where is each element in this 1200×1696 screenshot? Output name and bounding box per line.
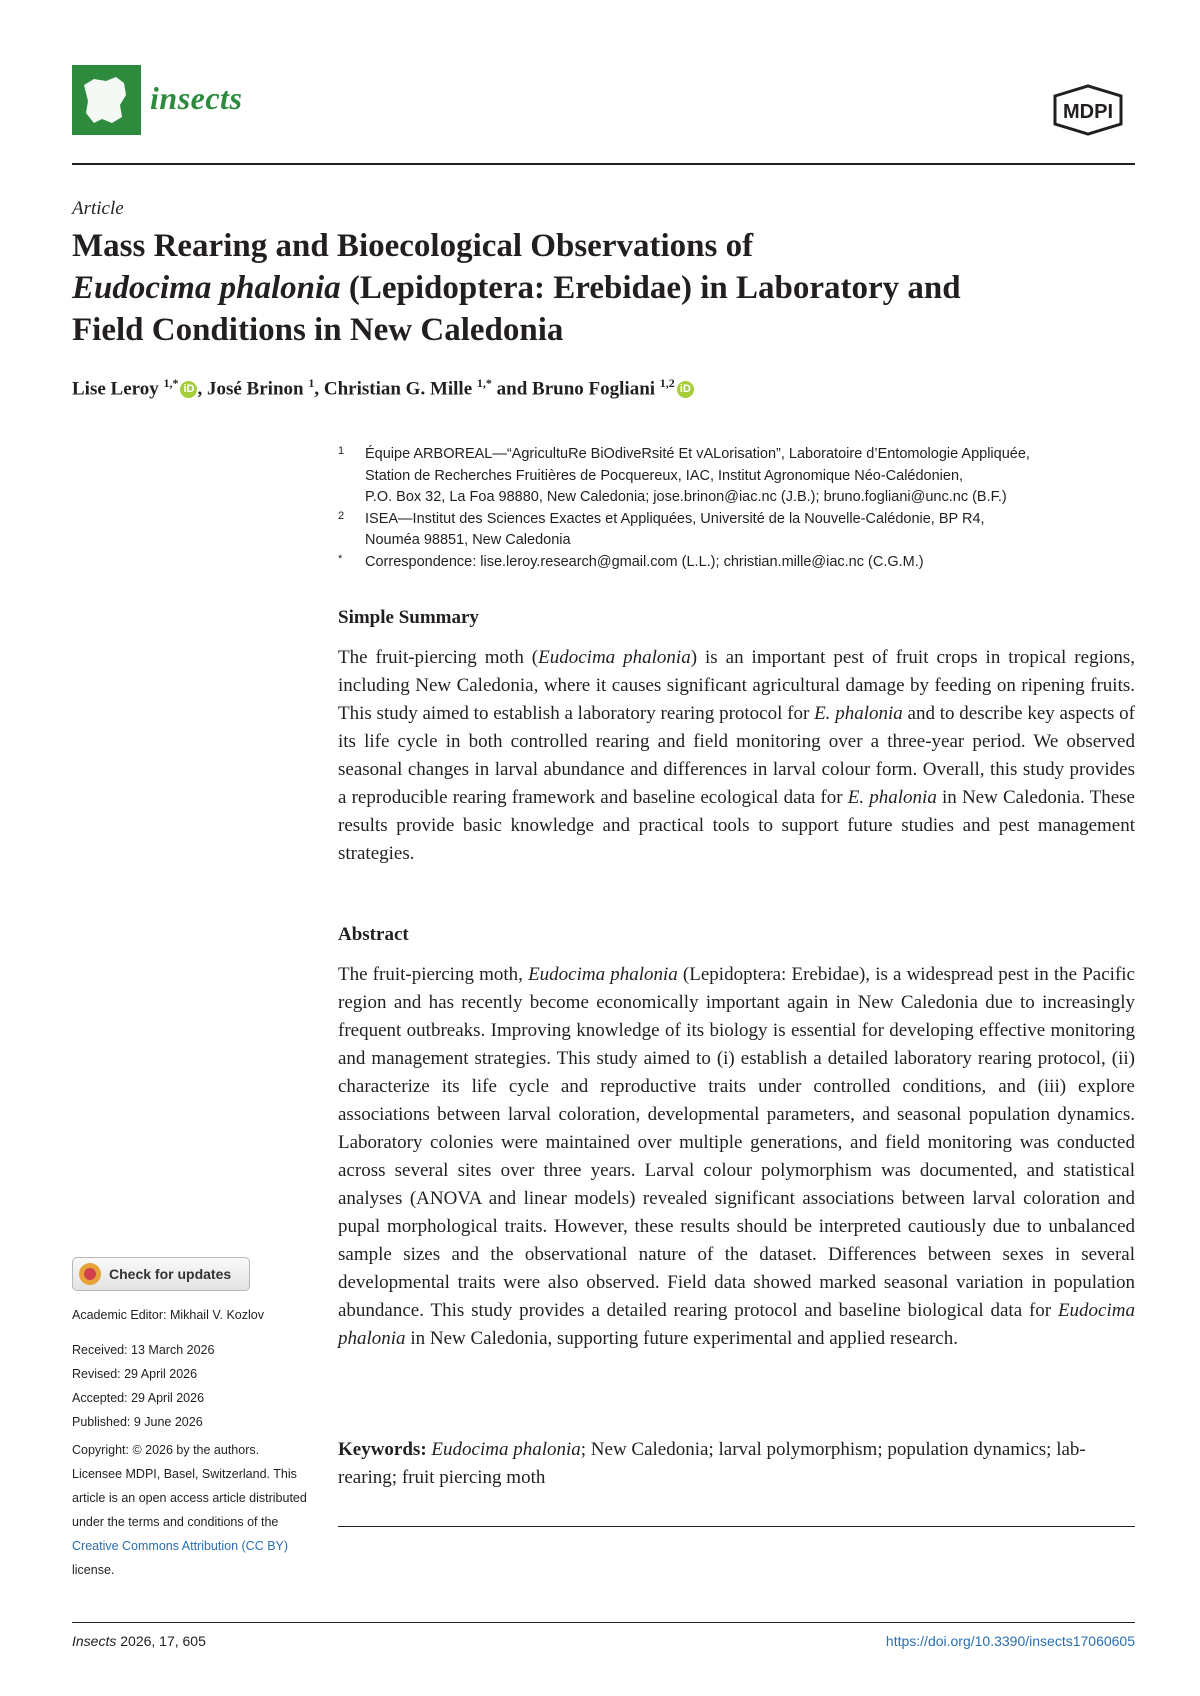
affiliation-text: [365, 509, 1138, 552]
date-accepted: Accepted: 29 April 2026: [72, 1391, 205, 1405]
species-name: Eudocima phalonia: [528, 964, 678, 985]
author-affiliation-mark: 1,*: [163, 376, 179, 390]
keyword-species: Eudocima phalonia: [431, 1439, 581, 1460]
affiliation-text: [365, 444, 1138, 509]
date-published: Published: 9 June 2026: [72, 1415, 203, 1429]
affiliation-line: Équipe ARBOREAL—“AgricultuRe BiOdiveRsité Et vALorisation”, Laboratoire d’Entomologie Appliquée,: [365, 446, 1030, 462]
abstract-text: The fruit-piercing moth, Eudocima phalonia (Lepidoptera: Erebidae), is a widespread pest in the Pacific region and has recently become economically important again in New Caledonia due to increasingly frequent outbreaks. Improving knowledge of its biology is essential for developing effective monitoring and management strategies. This study aimed to (i) establish a detailed laboratory rearing protocol, (ii) characterize its life cycle and reproductive traits under controlled conditions, and (iii) explore associations between larval coloration, developmental parameters, and seasonal population dynamics. Laboratory colonies were maintained over multiple generations, and field monitoring was conducted across several sites over three years. Larval colour polymorphism was documented, and statistical analyses (ANOVA and linear models) revealed significant associations between larval coloration and pupal morphological traits. However, these results should be interpreted cautiously due to unbalanced sample sizes and the observational nature of the dataset. Differences between sexes in several developmental traits were also observed. Field data showed marked seasonal variation in population abundance. This study provides a detailed rearing protocol and baseline biological data for Eudocima phalonia in New Caledonia, supporting future experimental and applied research.: [338, 964, 1135, 1349]
species-name: Eudocima phalonia: [338, 1300, 1135, 1349]
affiliation-number: 2: [338, 509, 345, 522]
title-species: Eudocima phalonia: [72, 270, 341, 306]
date-revised: Revised: 29 April 2026: [72, 1367, 198, 1381]
species-name: E. phalonia: [814, 703, 903, 724]
affiliation-item: [338, 509, 1138, 552]
author-list: [72, 376, 694, 400]
author-name: Christian G. Mille: [323, 378, 473, 400]
author-name: Bruno Fogliani: [532, 378, 656, 400]
author-separator: ,: [197, 378, 207, 400]
check-for-updates-button[interactable]: [72, 1257, 250, 1291]
keywords-divider: [338, 1526, 1135, 1527]
footer-divider: [72, 1622, 1135, 1623]
orcid-icon[interactable]: iD: [180, 381, 197, 398]
publication-dates: [72, 1338, 214, 1434]
title-line-2-rest: (Lepidoptera: Erebidae) in Laboratory and: [340, 270, 961, 306]
author-affiliation-mark: 1,*: [476, 376, 492, 390]
doi-link[interactable]: https://doi.org/10.3390/insects17060605: [885, 1633, 1135, 1649]
orcid-icon[interactable]: iD: [677, 381, 694, 398]
academic-editor: Academic Editor: Mikhail V. Kozlov: [72, 1308, 264, 1322]
simple-summary-heading: Simple Summary: [338, 607, 479, 628]
species-name: E. phalonia: [847, 787, 937, 808]
title-line-2: [72, 267, 1135, 309]
affiliation-number: 1: [338, 445, 345, 457]
title-line-1: Mass Rearing and Bioecological Observations of: [72, 228, 754, 264]
check-updates-icon: [79, 1263, 101, 1285]
author-affiliation-mark: 1: [308, 376, 315, 390]
species-name: Eudocima phalonia: [538, 647, 691, 668]
affiliation-line: Correspondence: lise.leroy.research@gmail.com (L.L.); christian.mille@iac.nc (C.G.M.): [365, 553, 924, 570]
affiliation-item: [338, 552, 1138, 574]
affiliation-text: [365, 552, 1138, 574]
author-separator: and: [491, 378, 533, 400]
author-separator: ,: [314, 378, 324, 400]
license-link[interactable]: Creative Commons Attribution (CC BY): [72, 1539, 289, 1553]
affiliation-line: ISEA—Institut des Sciences Exactes et Appliquées, Université de la Nouvelle-Calédonie, BP R4,: [365, 510, 985, 527]
keywords: [338, 1436, 1135, 1492]
affiliation-item: [338, 444, 1138, 509]
affiliation-line: P.O. Box 32, La Foa 98880, New Caledonia; jose.brinon@iac.nc (J.B.); bruno.fogliani@unc.nc (B.F.): [365, 489, 1007, 505]
header-divider: [72, 163, 1135, 165]
author-name: José Brinon: [206, 378, 304, 400]
journal-name: insects: [150, 80, 243, 116]
journal-logo: [72, 65, 141, 135]
author-name: Lise Leroy: [72, 378, 159, 400]
mdpi-logo: [1045, 84, 1131, 136]
date-received: Received: 13 March 2026: [72, 1343, 215, 1357]
affiliation-line: Nouméa 98851, New Caledonia: [365, 532, 571, 548]
mdpi-logo-text: MDPI: [1063, 101, 1113, 123]
check-updates-label: Check for updates: [109, 1266, 232, 1282]
author-affiliation-mark: 1,2: [659, 376, 675, 390]
title-line-3: Field Conditions in New Caledonia: [72, 312, 564, 348]
simple-summary-text: The fruit-piercing moth (Eudocima phalonia) is an important pest of fruit crops in tropical regions, including New Caledonia, where it causes significant agricultural damage by feeding on ripening fruits. This study aimed to establish a laboratory rearing protocol for E. phalonia and to describe key aspects of its life cycle in both controlled rearing and field monitoring over a three-year period. We observed seasonal changes in larval abundance and differences in larval colour form. Overall, this study provides a reproducible rearing framework and baseline ecological data for E. phalonia in New Caledonia. These results provide basic knowledge and practical tools to support future studies and pest management strategies.: [338, 647, 1135, 864]
keywords-label: Keywords:: [338, 1439, 427, 1460]
article-title: [72, 225, 1135, 351]
affiliations: [338, 444, 1138, 573]
footer-citation: Insects 2026, 17, 605: [72, 1633, 206, 1649]
copyright-notice: Copyright: © 2026 by the authors. Licensee MDPI, Basel, Switzerland. This article is an open access article distributed under the terms and conditions of the Creative Commons Attribution (CC BY) license.: [72, 1443, 307, 1577]
article-type: Article: [72, 198, 124, 219]
footer-journal: Insects: [72, 1633, 117, 1649]
affiliation-number: *: [338, 552, 343, 565]
abstract-heading: Abstract: [338, 924, 409, 945]
keyword-list: ; New Caledonia; larval polymorphism; population dynamics; lab-rearing; fruit piercing moth: [338, 1439, 1086, 1488]
affiliation-line: Station de Recherches Fruitières de Pocquereux, IAC, Institut Agronomique Néo-Calédonien,: [365, 467, 964, 484]
